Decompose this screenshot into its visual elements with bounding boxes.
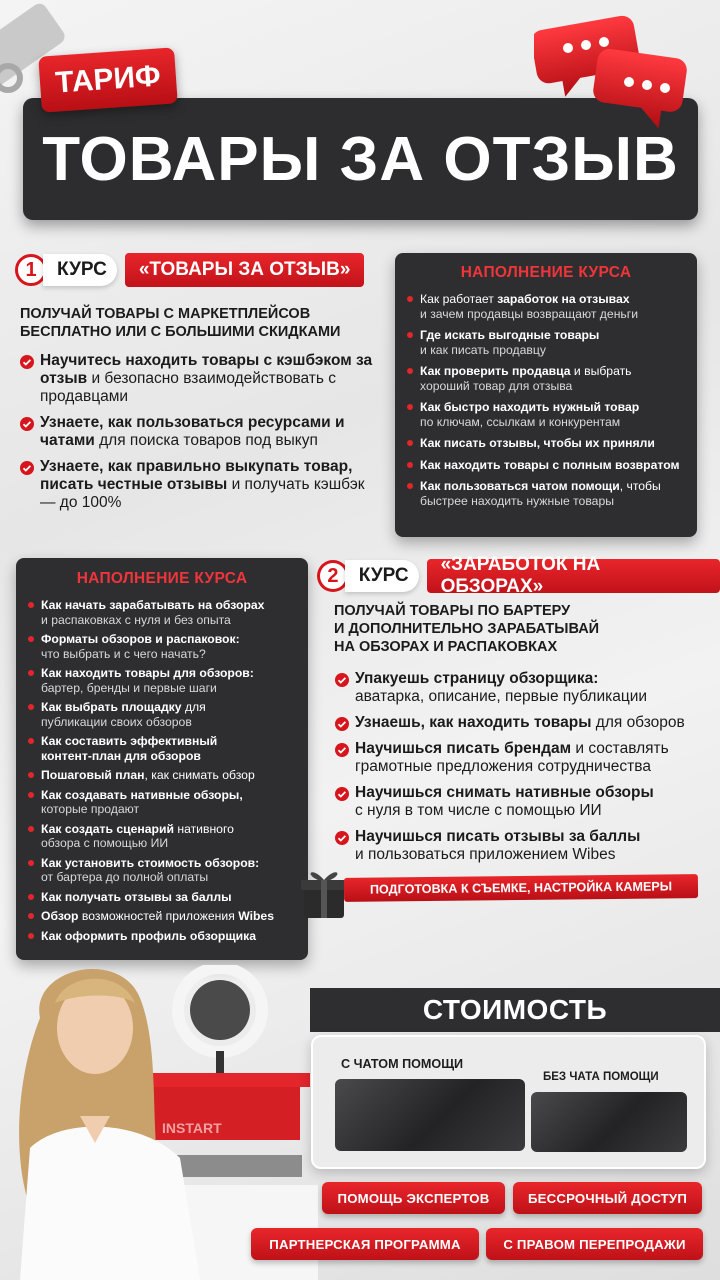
check-icon	[20, 417, 34, 431]
list-item: Как пользоваться чатом помощи, чтобы быстрее находить нужные товары	[407, 479, 687, 508]
bullet-icon	[28, 860, 34, 866]
list-item: Как установить стоимость обзоров: от бартера до полной оплаты	[28, 856, 300, 885]
list-item: Пошаговый план, как снимать обзор	[28, 768, 300, 783]
check-icon	[20, 461, 34, 475]
panel-title: НАПОЛНЕНИЕ КУРСА	[460, 264, 632, 281]
list-item: Как находить товары с полным возвратом	[407, 458, 687, 473]
list-item: Узнаешь, как находить товары для обзоров	[335, 714, 715, 732]
gift-box-icon	[298, 864, 350, 920]
list-item: Как работает заработок на отзывах и зачем продавцы возвращают деньги	[407, 292, 687, 321]
bullet-icon	[28, 602, 34, 608]
list-item: Как писать отзывы, чтобы их приняли	[407, 436, 687, 451]
list-item: Как находить товары для обзоров: бартер, бренды и первые шаги	[28, 666, 300, 695]
course2-contents-panel	[16, 558, 308, 960]
course1-kurs-label: КУРС	[43, 254, 117, 286]
bullet-icon	[407, 332, 413, 338]
check-icon	[335, 673, 349, 687]
course2-name: «ЗАРАБОТОК НА ОБЗОРАХ»	[427, 559, 720, 593]
with-chat-label: С ЧАТОМ ПОМОЩИ	[341, 1057, 464, 1071]
tariff-tag: ТАРИФ	[38, 47, 178, 112]
course2-number: 2	[317, 560, 349, 592]
with-chat-price-box[interactable]	[335, 1079, 525, 1151]
bullet-icon	[28, 670, 34, 676]
bullet-icon	[28, 826, 34, 832]
list-item: Обзор возможностей приложения Wibes	[28, 909, 300, 924]
page-title: ТОВАРЫ ЗА ОТЗЫВ	[42, 124, 679, 194]
bullet-icon	[407, 483, 413, 489]
course1-contents-panel	[395, 253, 697, 537]
course2-lead: ПОЛУЧАЙ ТОВАРЫ ПО БАРТЕРУ И ДОПОЛНИТЕЛЬНО ЗАРАБАТЫВАЙ НА ОБЗОРАХ И РАСПАКОВКАХ	[334, 603, 600, 655]
list-item: Узнаете, как пользоваться ресурсами и чатами для поиска товаров под выкуп	[20, 414, 380, 450]
bullet-icon	[28, 792, 34, 798]
list-item: Как получать отзывы за баллы	[28, 890, 300, 905]
panel-title: НАПОЛНЕНИЕ КУРСА	[76, 570, 248, 587]
list-item: Форматы обзоров и распаковок: что выбрать и с чего начать?	[28, 632, 300, 661]
course1-lead: ПОЛУЧАЙ ТОВАРЫ С МАРКЕТПЛЕЙСОВ БЕСПЛАТНО ИЛИ С БОЛЬШИМИ СКИДКАМИ	[20, 306, 341, 340]
list-item: Как быстро находить нужный товар по ключам, ссылкам и конкурентам	[407, 400, 687, 429]
bullet-icon	[28, 913, 34, 919]
list-item: Упакуешь страницу обзорщика: аватарка, описание, первые публикации	[335, 670, 715, 706]
list-item: Научишься писать отзывы за баллы и пользоваться приложением Wibes	[335, 828, 715, 864]
lifetime-access-badge: БЕССРОЧНЫЙ ДОСТУП	[513, 1182, 702, 1214]
bullet-icon	[407, 440, 413, 446]
course2-benefits	[335, 670, 715, 872]
list-item: Как оформить профиль обзорщика	[28, 929, 300, 944]
course2-header	[317, 554, 720, 597]
check-icon	[335, 831, 349, 845]
check-icon	[335, 743, 349, 757]
course1-header	[15, 252, 364, 288]
bullet-icon	[407, 368, 413, 374]
list-item: Как проверить продавца и выбрать хороший товар для отзыва	[407, 364, 687, 393]
chat-bubbles-icon	[534, 8, 694, 138]
list-item: Как выбрать площадку для публикации своих обзоров	[28, 700, 300, 729]
bullet-icon	[28, 738, 34, 744]
course2-kurs-label: КУРС	[345, 560, 419, 592]
check-icon	[335, 787, 349, 801]
bullet-icon	[28, 636, 34, 642]
list-item: Научишься снимать нативные обзоры с нуля в том числе с помощью ИИ	[335, 784, 715, 820]
box-brand-label: INSTART	[162, 1120, 222, 1136]
bullet-icon	[407, 462, 413, 468]
list-item: Научишься писать брендам и составлять грамотные предложения сотрудничества	[335, 740, 715, 776]
list-item: Узнаете, как правильно выкупать товар, писать честные отзывы и получать кэшбэк — до 100%	[20, 458, 380, 512]
course1-contents-list	[407, 292, 687, 508]
bullet-icon	[28, 704, 34, 710]
course1-number: 1	[15, 254, 47, 286]
list-item: Как создавать нативные обзоры, которые продают	[28, 788, 300, 817]
course1-name: «ТОВАРЫ ЗА ОТЗЫВ»	[125, 253, 365, 287]
partner-program-badge: ПАРТНЕРСКАЯ ПРОГРАММА	[251, 1228, 479, 1260]
bullet-icon	[28, 772, 34, 778]
course2-contents-list	[28, 598, 300, 943]
list-item: Где искать выгодные товары и как писать продавцу	[407, 328, 687, 357]
list-item: Как начать зарабатывать на обзорах и распаковках с нуля и без опыта	[28, 598, 300, 627]
list-item: Как создать сценарий нативного обзора с помощью ИИ	[28, 822, 300, 851]
check-icon	[20, 355, 34, 369]
without-chat-label: БЕЗ ЧАТА ПОМОЩИ	[543, 1071, 659, 1083]
bullet-icon	[407, 404, 413, 410]
resale-right-badge: С ПРАВОМ ПЕРЕПРОДАЖИ	[486, 1228, 703, 1260]
bullet-icon	[407, 296, 413, 302]
list-item: Как составить эффективный контент-план для обзоров	[28, 734, 300, 763]
list-item: Научитесь находить товары с кэшбэком за отзыв и безопасно взаимодействовать с продавцами	[20, 352, 380, 406]
camera-setup-banner: ПОДГОТОВКА К СЪЕМКЕ, НАСТРОЙКА КАМЕРЫ	[344, 874, 698, 902]
expert-help-badge: ПОМОЩЬ ЭКСПЕРТОВ	[322, 1182, 505, 1214]
bullet-icon	[28, 894, 34, 900]
price-card	[311, 1035, 706, 1169]
check-icon	[335, 717, 349, 731]
bullet-icon	[28, 933, 34, 939]
course1-benefits	[20, 352, 380, 520]
without-chat-price-box[interactable]	[531, 1092, 687, 1152]
price-header: СТОИМОСТЬ	[310, 988, 720, 1032]
